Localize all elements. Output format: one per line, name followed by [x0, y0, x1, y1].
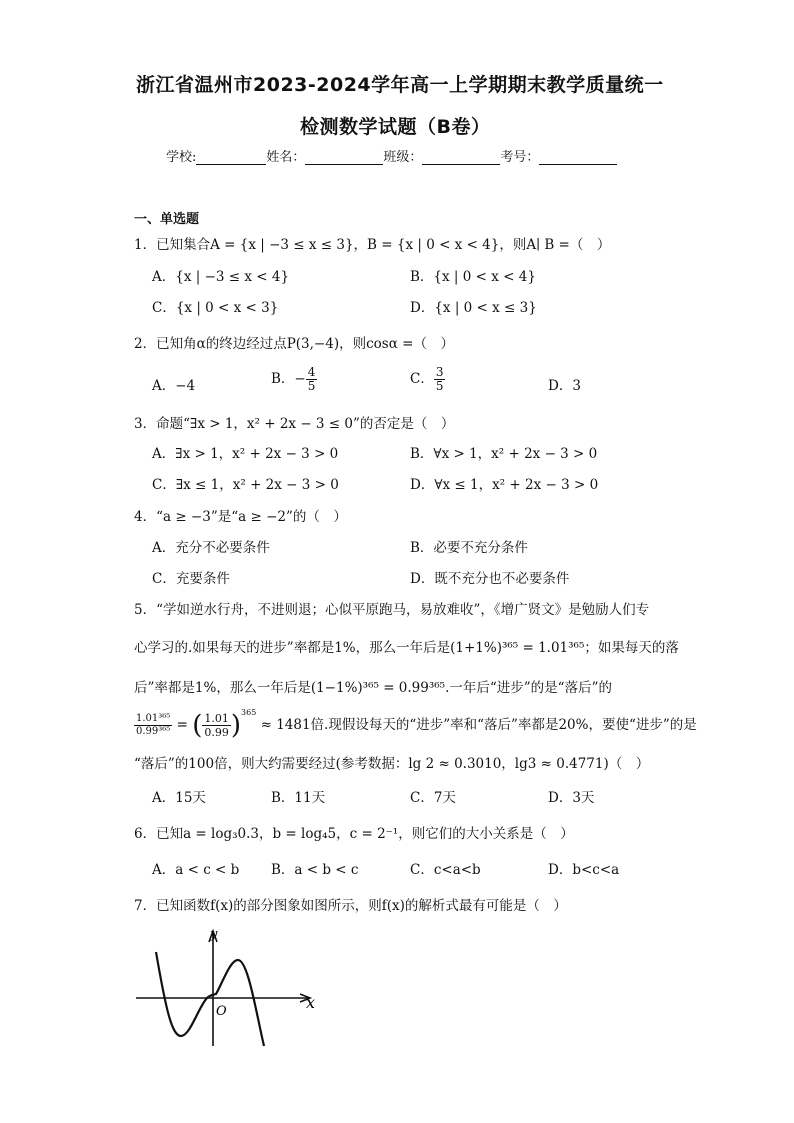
- class-label: 班级：: [383, 150, 423, 165]
- q4-option-d[interactable]: D．既不充分也不必要条件: [410, 571, 570, 587]
- q5-equals: =: [176, 717, 188, 733]
- q5-base-fraction: $\frac{1.01}{0.99}$: [204, 712, 229, 739]
- y-axis-label: y: [210, 927, 218, 942]
- name-label: 姓名：: [266, 150, 306, 165]
- q5-ratio-fraction: $\frac{\text{1.01³⁶⁵}}{\text{0.99³⁶⁵}}$: [136, 713, 171, 737]
- q3-option-d[interactable]: D．∀x ≤ 1，x² + 2x − 3 > 0: [410, 477, 599, 493]
- q3-option-c[interactable]: C．∃x ≤ 1，x² + 2x − 3 > 0: [152, 477, 339, 493]
- q5-option-d[interactable]: D．3天: [548, 790, 595, 806]
- q5-exponent: 365: [241, 708, 257, 717]
- q3-stem: 3．命题“∃x > 1，x² + 2x − 3 ≤ 0”的否定是（ ）: [134, 416, 455, 432]
- title-line-2: 检测数学试题（B卷）: [300, 116, 491, 138]
- q1-stem: 1．已知集合A = {x | −3 ≤ x ≤ 3}，B = {x | 0 < x < 4}，则A∣ B =（ ）: [134, 237, 611, 253]
- q2-stem: 2．已知角α的终边经过点P(3,−4)，则cosα =（ ）: [134, 336, 454, 352]
- q6-option-b[interactable]: B．a < b < c: [271, 862, 359, 878]
- q2-b-fraction: $\frac{4}{5}$: [307, 365, 316, 393]
- origin-label: O: [216, 1004, 227, 1019]
- section-title: 一、单选题: [134, 212, 200, 227]
- q4-option-c[interactable]: C．充要条件: [152, 571, 230, 587]
- q2-option-c[interactable]: [410, 366, 445, 393]
- name-blank[interactable]: [305, 150, 383, 165]
- q1-option-c[interactable]: C．{x | 0 < x < 3}: [152, 300, 279, 316]
- q7-function-graph: [130, 922, 320, 1052]
- q5-line-4-rest: ≈ 1481倍.现假设每天的“进步”率和“落后”率都是20%，要使“进步”的是: [260, 717, 697, 733]
- q2-c-fraction: $\frac{3}{5}$: [435, 365, 444, 393]
- school-blank[interactable]: [196, 150, 266, 165]
- q6-option-a[interactable]: A．a < c < b: [152, 862, 240, 878]
- q2-c-prefix: C．: [410, 371, 434, 387]
- q5-line-3: 后”率都是1%，那么一年后是(1−1%)³⁶⁵ = 0.99³⁶⁵.一年后“进步”的是“落后”的: [134, 680, 612, 696]
- q3-option-a[interactable]: A．∃x > 1，x² + 2x − 3 > 0: [152, 446, 339, 462]
- q5-line-5: “落后”的100倍，则大约需要经过(参考数据：lg 2 ≈ 0.3010，lg3 ≈ 0.4771)（ ）: [134, 756, 650, 772]
- q5-option-a[interactable]: A．15天: [152, 790, 206, 806]
- q5-line-2: 心学习的.如果每天的进步”率都是1%，那么一年后是(1+1%)³⁶⁵ = 1.01³⁶⁵；如果每天的落: [134, 640, 679, 656]
- q2-option-d[interactable]: D．3: [548, 378, 581, 394]
- q1-option-b[interactable]: B．{x | 0 < x < 4}: [410, 269, 536, 285]
- q4-option-a[interactable]: A．充分不必要条件: [152, 540, 270, 556]
- q4-stem: 4．“a ≥ −3”是“a ≥ −2”的（ ）: [134, 509, 347, 525]
- q5-option-c[interactable]: C．7天: [410, 790, 456, 806]
- q5-line-4: $\frac{\text{1.01³⁶⁵}}{\text{0.99³⁶⁵}}$ = ( $\frac{1.01}{0.99}$ )$^{365}$ ≈ 1481倍.现假设每天的“进步”率和“落后”率都是20%，要使“进步”的是: [136, 708, 697, 741]
- id-label: 考号：: [500, 150, 540, 165]
- q7-stem: 7．已知函数f(x)的部分图象如图所示，则f(x)的解析式最有可能是（ ）: [134, 898, 567, 914]
- q5-line-1: 5．“学如逆水行舟，不进则退；心似平原跑马，易放难收”，《增广贤文》是勉励人们专: [134, 602, 650, 618]
- q1-option-d[interactable]: D．{x | 0 < x ≤ 3}: [410, 300, 537, 316]
- id-blank[interactable]: [539, 150, 617, 165]
- title-line-1: 浙江省温州市2023-2024学年高一上学期期末教学质量统一: [136, 74, 664, 96]
- class-blank[interactable]: [422, 150, 500, 165]
- student-info-row: [166, 146, 617, 165]
- q3-option-b[interactable]: B．∀x > 1，x² + 2x − 3 > 0: [410, 446, 598, 462]
- function-curve: [156, 952, 264, 1046]
- q6-option-c[interactable]: C．c<a<b: [410, 862, 481, 878]
- q2-option-a[interactable]: A．−4: [152, 378, 196, 394]
- q6-option-d[interactable]: D．b<c<a: [548, 862, 620, 878]
- q2-b-prefix: B．−: [271, 371, 306, 387]
- x-axis-label: x: [306, 993, 316, 1012]
- q5-option-b[interactable]: B．11天: [271, 790, 326, 806]
- q6-stem: 6．已知a = log₃0.3，b = log₄5，c = 2⁻¹，则它们的大小关系是（ ）: [134, 826, 574, 842]
- q4-option-b[interactable]: B．必要不充分条件: [410, 540, 528, 556]
- q1-option-a[interactable]: A．{x | −3 ≤ x < 4}: [152, 269, 290, 285]
- q2-option-b[interactable]: [271, 366, 317, 393]
- school-label: 学校:: [166, 150, 197, 165]
